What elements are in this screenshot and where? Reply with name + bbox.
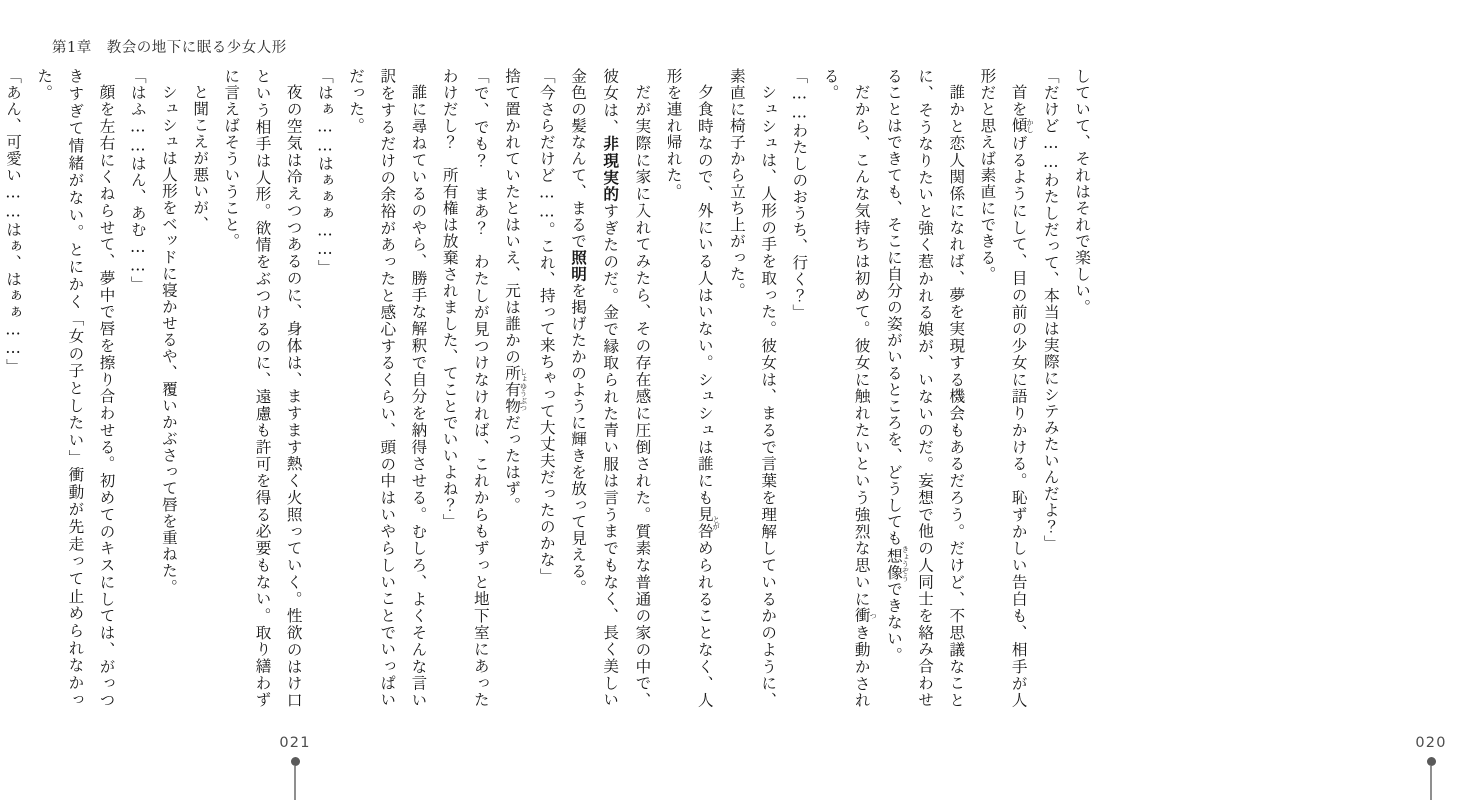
folio-right	[1391, 736, 1471, 800]
page-number: 021	[279, 734, 311, 751]
paragraph-dialogue: 「はぁ……はぁぁぁ……」	[315, 68, 334, 276]
paragraph: 顔を左右にくねらせて、夢中で唇を擦り合わせる。初めてのキスにしては、がっつきすぎて情緒がない。とにかく「女の子としたい」衝動が先走って止められなかった。	[35, 68, 116, 708]
page-right	[537, 0, 1447, 800]
paragraph-dialogue: 「だけど……わたしだって、本当は実際にシテみたいんだよ？」	[1041, 68, 1060, 552]
ruby-tsu: 衝つ	[852, 607, 879, 624]
paragraph: シュシュは人形をベッドに寝かせるや、覆いかぶさって唇を重ねた。	[159, 83, 178, 596]
paragraph: シュシュは、人形の手を取った。彼女は、まるで言葉を理解しているかのように、素直に椅子から立ち上がった。	[727, 68, 778, 708]
paragraph: 誰かと恋人関係になれば、夢を実現する機会もあるだろう。だけど、不思議なことに、そうなりたいと強く惹かれる娘が、いないのだ。妄想で他の人同士を絡み合わせることはできても、そこに自分の姿がいるところを、どうしても想像きょうぞうできない。	[884, 68, 966, 708]
paragraph: 夜の空気は冷えつつあるのに、身体は、ますます熱く火照っていく。性欲のはけ口という相手は人形。欲情をぶつけるのに、遠慮も許可を得る必要もない。取り繕わずに言えばそういうこと。	[222, 68, 303, 708]
right-page-body-text	[537, 68, 1097, 709]
paragraph-dialogue: 「……わたしのおうち、行く？」	[790, 68, 809, 321]
paragraph-dialogue: 「今さらだけど……。これ、持って来ちゃって大丈夫だったのかな」	[537, 68, 556, 585]
ruby-shoyubutsu: 所有物しょゆうぶつ	[503, 365, 529, 415]
folio-left	[255, 736, 335, 800]
paragraph: 誰に尋ねているのやら、勝手な解釈で自分を納得させる。むしろ、よくそんな言い訳をするだけの余裕があったと感心するくらい、頭の中はいやらしいことでいっぱいだった。	[347, 68, 428, 708]
folio-rule	[1430, 766, 1432, 800]
ruby-kashi: 傾かし	[1009, 117, 1036, 135]
paragraph: 首を傾かしげるようにして、目の前の少女に語りかける。恥ずかしい告白も、相手が人形だと思えば素直にできる。	[978, 68, 1036, 709]
paragraph: だから、こんな気持ちは初めて。彼女に触れたいという強烈な思いに衝つき動かされる。	[821, 68, 879, 709]
paragraph-dialogue: 「はふ……はん、あむ……」	[128, 68, 147, 293]
paragraph: だが実際に家に入れてみたら、その存在感に圧倒された。質素な普通の家の中で、彼女は、非現実的すぎたのだ。金で縁取られた青い服は言うまでもなく、長く美しい金色の髪なんて、まるで照明を掲げたかのように輝きを放って見える。	[569, 68, 652, 709]
paragraph-dialogue: 「あん、可愛い……はぁ、はぁぁ……」	[4, 68, 22, 375]
left-page-body-text	[4, 68, 529, 708]
page-number: 020	[1415, 734, 1447, 751]
paragraph: と聞こえが悪いが、	[191, 83, 210, 233]
ruby-toga: 見咎とが	[695, 505, 722, 540]
folio-rule	[294, 766, 296, 800]
folio-dot-icon	[291, 757, 300, 766]
paragraph: 夕食時なので、外にいる人はいない。シュシュは誰にも見咎とがめられることなく、人形を連れ帰れた。	[664, 68, 722, 709]
folio-dot-icon	[1427, 757, 1436, 766]
paragraph: していて、それはそれで楽しい。	[1073, 68, 1091, 316]
page-left	[0, 0, 567, 800]
running-header-chapter: 第1章 教会の地下に眠る少女人形	[52, 40, 287, 56]
paragraph: 捨て置かれていたとはいえ、元は誰かの所有物しょゆうぶつだったはず。	[503, 68, 529, 514]
ruby-kyozo: 想像きょうぞう	[884, 545, 911, 582]
paragraph-dialogue: 「で、でも？ まあ？ わたしが見つけなければ、これからもずっと地下室にあったわけだし？ 所有権は放棄されました、てことでいいよね？」	[440, 68, 490, 708]
